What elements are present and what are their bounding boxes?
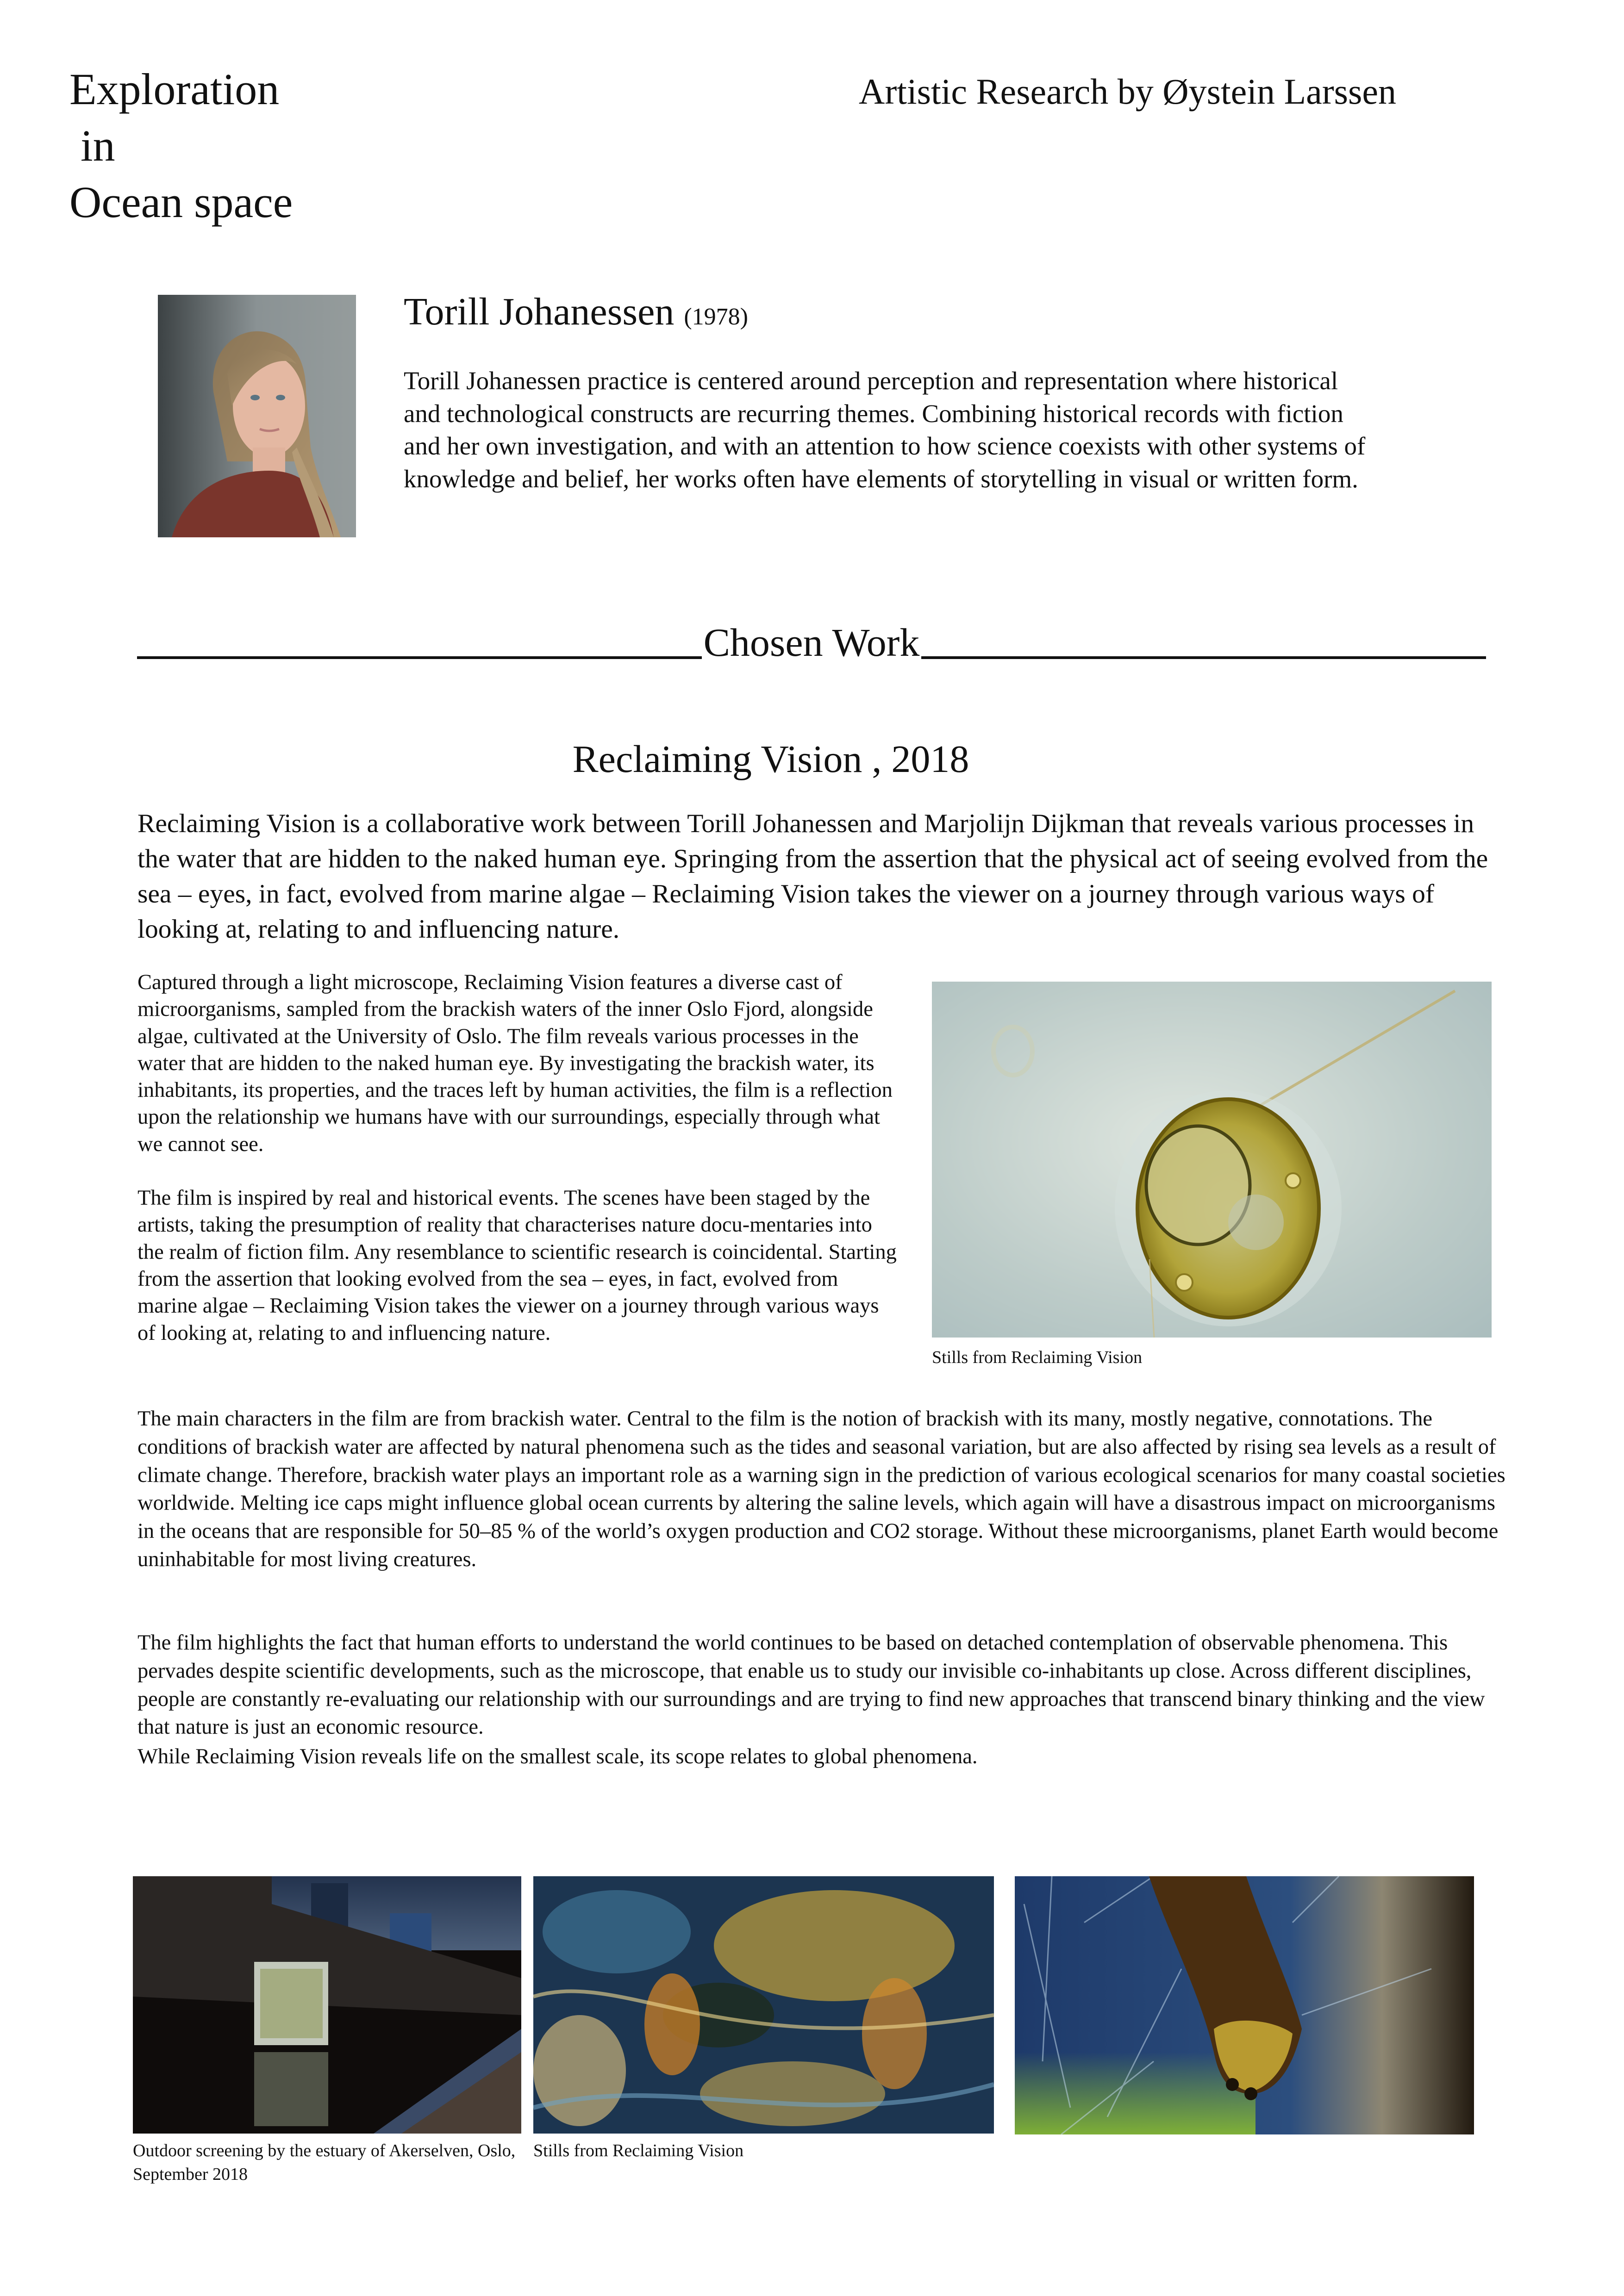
microscope-still: [932, 982, 1492, 1338]
outdoor-screening-photo-icon: [133, 1876, 521, 2134]
title-line-3: Ocean space: [69, 177, 293, 227]
body-paragraph-text: While Reclaiming Vision reveals life on the smallest scale, its scope relates to global phenomena.: [137, 1745, 978, 1768]
gallery-caption: Stills from Reclaiming Vision: [533, 2141, 744, 2160]
column-paragraph: The film is inspired by real and historical events. The scenes have been staged by the artists, taking the presumption of reality that characterises nature docu-mentaries into the realm of fiction film. Any resemblance to scientific research is coincidental. Starting from the assertion that looking evolved from the sea – eyes, in fact, evolved from marine algae – Reclaiming Vision takes the viewer on a journey through various ways of looking at, relating to and influencing nature.: [137, 1186, 897, 1345]
column-paragraph: Captured through a light microscope, Reclaiming Vision features a diverse cast of microorganisms, sampled from the brackish waters of the inner Oslo Fjord, alongside algae, cultivated at the University of Oslo. The film reveals various processes in the water that are hidden to the naked human eye. By investigating the brackish water, its inhabitants, its properties, and the traces left by human activities, the film is a reflection upon the relationship we humans have with our surroundings, especially through what we cannot see.: [137, 971, 893, 1156]
outdoor-screening-image: [133, 1876, 521, 2134]
artist-name: Torill Johanessen: [404, 290, 675, 333]
gallery-item: [133, 1876, 521, 2186]
body-paragraph: [137, 1405, 1517, 1574]
microscope-still-photo-icon: [533, 1876, 994, 2134]
artist-birth-year: (1978): [684, 304, 748, 330]
figure-caption: Stills from Reclaiming Vision: [932, 1348, 1143, 1367]
algae-cell-photo-icon: [932, 982, 1492, 1338]
gallery-item: [1015, 1876, 1474, 2134]
organism-still-photo-icon: [1015, 1876, 1474, 2134]
gallery-caption: Outdoor screening by the estuary of Akerselven, Oslo, September 2018: [133, 2141, 516, 2184]
section-divider: [137, 619, 1486, 666]
artist-name-heading: [404, 289, 748, 340]
work-intro: Reclaiming Vision is a collaborative work between Torill Johanessen and Marjolijn Dijkman that reveals various processes in the water that are hidden to the naked human eye. Springing from the assertion that the physical act of seeing evolved from the sea – eyes, in fact, evolved from marine algae – Reclaiming Vision takes the viewer on a journey through various ways of looking at, relating to and influencing nature.: [137, 809, 1488, 944]
body-paragraph: [137, 1743, 1517, 1771]
section-label: Chosen Work: [703, 620, 920, 665]
title-line-1: Exploration: [69, 64, 280, 114]
portrait-photo-icon: [158, 295, 356, 537]
body-paragraph: [137, 1629, 1517, 1742]
work-title: Reclaiming Vision , 2018: [572, 738, 969, 781]
body-paragraph-text: The film highlights the fact that human efforts to understand the world continues to be based on detached contemplation of observable phenomena. This pervades despite scientific developments, such as the microscope, that enable us to study our invisible co-inhabitants up close. Across different disciplines, people are constantly re-evaluating our relationship with our surroundings and are trying to find new approaches that transcend binary thinking and the view that nature is just an economic resource.: [137, 1631, 1485, 1739]
byline: Artistic Research by Øystein Larssen: [859, 71, 1397, 112]
document-title: [69, 61, 293, 230]
divider-line-left: [137, 656, 702, 659]
organism-still-image: [1015, 1876, 1474, 2134]
gallery-item: [533, 1876, 994, 2163]
title-line-2: in: [69, 121, 115, 170]
body-paragraph-text: The main characters in the film are from brackish water. Central to the film is the notion of brackish with its many, mostly negative, connotations. The conditions of brackish water are affected by natural phenomena such as the tides and seasonal variation, but are also affected by rising sea levels as a result of climate change. Therefore, brackish water plays an important role as a warning sign in the prediction of various ecological scenarios for many coastal societies worldwide. Melting ice caps might influence global ocean currents by altering the saline levels, which again will have a disastrous impact on microorganisms in the oceans that are responsible for 50–85 % of the world’s oxygen production and CO2 storage. Without these microorganisms, planet Earth would become uninhabitable for most living creatures.: [137, 1407, 1505, 1571]
artist-bio: Torill Johanessen practice is centered around perception and representation where historical and technological constructs are recurring themes. Combining historical records with fiction and her own investigation, and with an attention to how science coexists with other systems of knowledge and belief, her works often have elements of storytelling in visual or written form.: [404, 367, 1366, 493]
divider-line-right: [921, 656, 1486, 659]
work-description-column: [137, 969, 897, 1347]
microscope-still-image: [533, 1876, 994, 2134]
microscope-figure: [932, 982, 1492, 1369]
artist-portrait: [158, 295, 356, 537]
